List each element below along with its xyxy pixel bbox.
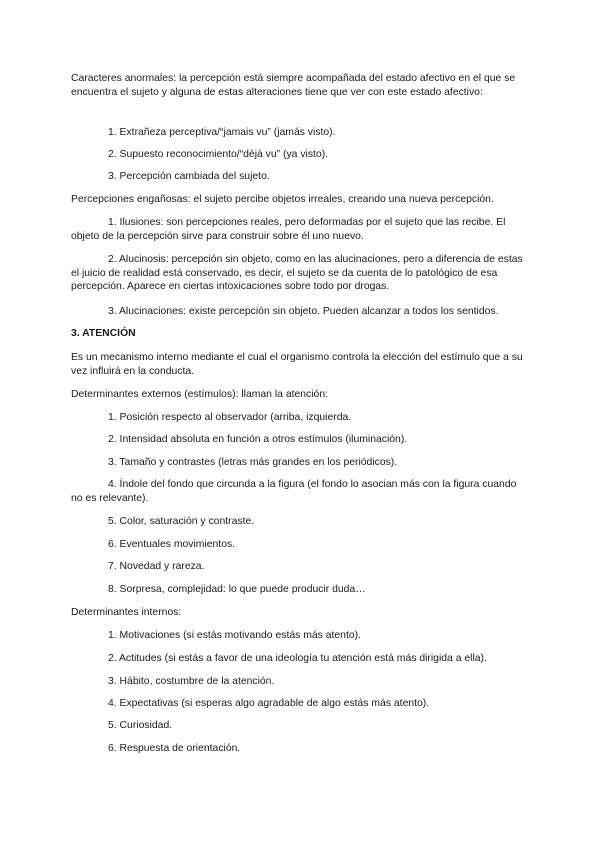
internos-item-5: 5. Curiosidad. — [108, 720, 173, 731]
externos-item-2: 2. Intensidad absoluta en función a otros estímulos (iluminación). — [108, 434, 408, 445]
externos-item-1: 1. Posición respecto al observador (arriba, izquierda. — [108, 412, 352, 423]
externos-heading: Determinantes externos (estímulos): llaman la atención: — [71, 389, 328, 400]
internos-item-6: 6. Respuesta de orientación. — [108, 743, 241, 754]
externos-item-8: 8. Sorpresa, complejidad: lo que puede producir duda… — [108, 584, 366, 595]
internos-item-2: 2. Actitudes (si estás a favor de una ideología tu atención está más dirigida a ella). — [108, 653, 487, 664]
anormales-item-3: 3. Percepción cambiada del sujeto. — [108, 171, 270, 182]
internos-item-4: 4. Expectativas (si esperas algo agradable de algo estás más atento). — [108, 698, 430, 709]
externos-item-6: 6. Eventuales movimientos. — [108, 539, 236, 550]
internos-heading: Determinantes internos: — [71, 607, 182, 618]
externos-item-7: 7. Novedad y rareza. — [108, 561, 205, 572]
enganosas-item-2: 2. Alucinosis: percepción sin objeto, como en las alucinaciones, pero a diferencia de estas el juicio de realidad está conservado, es decir, el sujeto se da cuenta de lo patológico de esa percepción. Aparece en ciertas intoxicaciones sobre todo por drogas. — [71, 254, 523, 293]
internos-item-1: 1. Motivaciones (si estás motivando estás más atento). — [108, 630, 361, 641]
externos-item-3: 3. Tamaño y contrastes (letras más grandes en los periódicos). — [108, 457, 398, 468]
externos-item-4: 4. Índole del fondo que circunda a la figura (el fondo lo asocian más con la figura cuando no es relevante). — [71, 479, 517, 504]
anormales-item-1: 1. Extrañeza perceptiva/“jamais vu” (jamás visto). — [108, 127, 336, 138]
enganosas-intro: Percepciones engañosas: el sujeto percibe objetos irreales, creando una nueva percepción. — [71, 194, 494, 205]
intro-paragraph: Caracteres anormales: la percepción está siempre acompañada del estado afectivo en el que se encuentra el sujeto y alguna de estas alteraciones tiene que ver con este estado afectivo: — [71, 73, 516, 98]
section-heading: 3. ATENCIÓN — [71, 328, 136, 339]
enganosas-item-1: 1. Ilusiones: son percepciones reales, pero deformadas por el sujeto que las recibe. El objeto de la percepción sirve para construir sobre él uno nuevo. — [71, 217, 506, 242]
enganosas-item-3: 3. Alucinaciones: existe percepción sin objeto. Pueden alcanzar a todos los sentidos. — [108, 306, 499, 317]
anormales-item-2: 2. Supuesto reconocimiento/“déjà vu” (ya visto). — [108, 149, 329, 160]
externos-item-5: 5. Color, saturación y contraste. — [108, 516, 255, 527]
internos-item-3: 3. Hábito, costumbre de la atención. — [108, 676, 275, 687]
atencion-definition: Es un mecanismo interno mediante el cual el organismo controla la elección del estímulo que a su vez influirá en la conducta. — [71, 352, 523, 377]
